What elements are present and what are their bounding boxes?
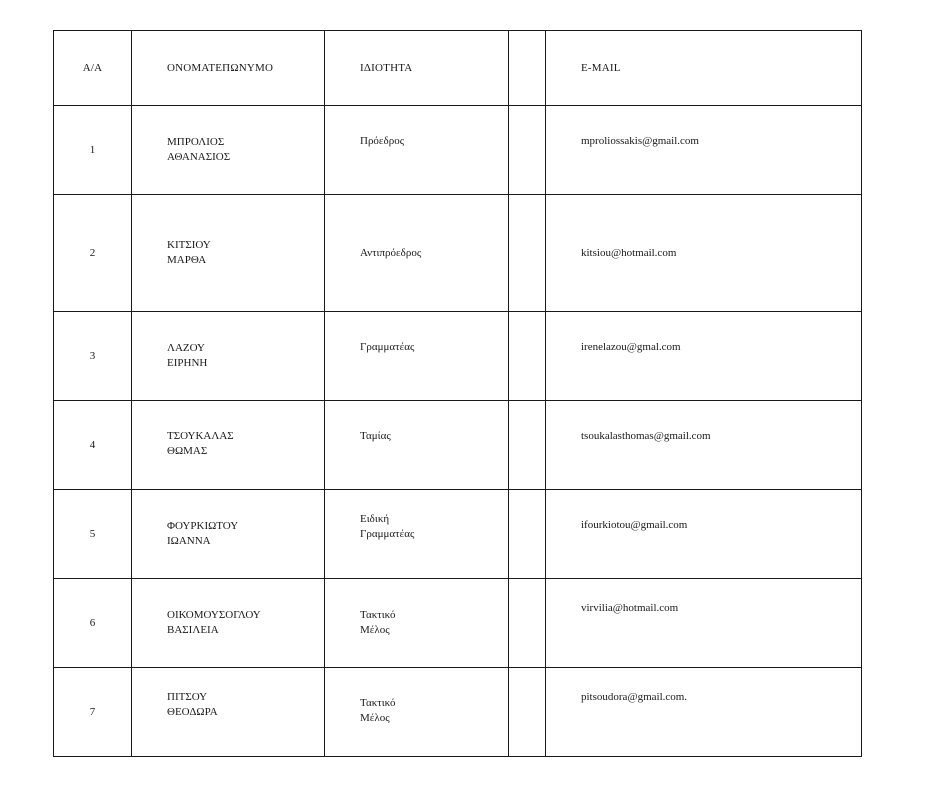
member-firstname: ΘΕΟΔΩΡΑ: [167, 706, 218, 718]
member-surname: ΜΠΡΟΛΙΟΣ: [167, 136, 225, 148]
header-blank: [509, 31, 546, 106]
table-header-row: [54, 31, 862, 106]
member-role-cell: [325, 579, 509, 668]
member-role-line1: Τακτικό: [360, 609, 396, 621]
row-number: 6: [54, 579, 132, 668]
member-surname: ΟΙΚΟΜΟΥΣΟΓΛΟΥ: [167, 609, 261, 621]
member-email-cell: [546, 195, 862, 312]
members-table: [53, 30, 862, 757]
blank-cell: [509, 312, 546, 401]
member-email: tsoukalasthomas@gmail.com: [581, 430, 711, 442]
row-number: 3: [54, 312, 132, 401]
member-email-cell: [546, 579, 862, 668]
member-role-line1: Αντιπρόεδρος: [360, 246, 422, 259]
member-firstname: ΕΙΡΗΝΗ: [167, 357, 208, 369]
member-name-cell: [132, 401, 325, 490]
member-role-cell: [325, 106, 509, 195]
member-surname: ΦΟΥΡΚΙΩΤΟΥ: [167, 520, 239, 532]
member-role-cell: [325, 490, 509, 579]
member-email: kitsiou@hotmail.com: [581, 246, 677, 259]
header-name: ΟΝΟΜΑΤΕΠΩΝΥΜΟ: [132, 31, 325, 106]
member-role-line2: Γραμματέας: [360, 528, 415, 540]
row-number: 2: [54, 195, 132, 312]
member-surname: ΛΑΖΟΥ: [167, 342, 205, 354]
row-number: 1: [54, 106, 132, 195]
member-role-line1: Τακτικό: [360, 697, 396, 709]
member-firstname: ΑΘΑΝΑΣΙΟΣ: [167, 151, 231, 163]
blank-cell: [509, 668, 546, 757]
table-row: [54, 401, 862, 490]
member-surname: ΚΙΤΣΙΟΥ: [167, 239, 211, 251]
member-firstname: ΙΩΑΝΝΑ: [167, 535, 211, 547]
blank-cell: [509, 195, 546, 312]
member-role-line1: Γραμματέας: [360, 341, 415, 353]
member-role-line2: Μέλος: [360, 712, 390, 724]
member-email-cell: [546, 312, 862, 401]
table-row: [54, 579, 862, 668]
blank-cell: [509, 579, 546, 668]
member-firstname: ΘΩΜΑΣ: [167, 445, 208, 457]
member-email: irenelazou@gmal.com: [581, 341, 681, 353]
member-email: mproliossakis@gmail.com: [581, 135, 699, 147]
member-name-cell: [132, 490, 325, 579]
table-row: [54, 312, 862, 401]
blank-cell: [509, 401, 546, 490]
member-email-cell: [546, 668, 862, 757]
table-row: [54, 668, 862, 757]
member-role-cell: [325, 668, 509, 757]
member-firstname: ΒΑΣΙΛΕΙΑ: [167, 624, 219, 636]
header-role: ΙΔΙΟΤΗΤΑ: [325, 31, 509, 106]
member-surname: ΠΙΤΣΟΥ: [167, 691, 208, 703]
member-email: ifourkiotou@gmail.com: [581, 519, 688, 531]
row-number: 7: [54, 668, 132, 757]
member-name-cell: [132, 312, 325, 401]
table-row: [54, 106, 862, 195]
row-number: 5: [54, 490, 132, 579]
member-role-line1: Ταμίας: [360, 430, 391, 442]
member-role-line1: Ειδική: [360, 513, 390, 525]
header-aa: Α/Α: [54, 31, 132, 106]
member-surname: ΤΣΟΥΚΑΛΑΣ: [167, 430, 234, 442]
member-role-line1: Πρόεδρος: [360, 135, 405, 147]
member-role-cell: [325, 401, 509, 490]
member-email: pitsoudora@gmail.com.: [581, 691, 688, 703]
blank-cell: [509, 490, 546, 579]
blank-cell: [509, 106, 546, 195]
member-email-cell: [546, 401, 862, 490]
row-number: 4: [54, 401, 132, 490]
member-name-cell: [132, 668, 325, 757]
member-email-cell: [546, 106, 862, 195]
member-role-cell: [325, 312, 509, 401]
member-firstname: ΜΑΡΘΑ: [167, 254, 207, 266]
table-row: [54, 490, 862, 579]
member-name-cell: [132, 106, 325, 195]
table-row: [54, 195, 862, 312]
member-role-cell: [325, 195, 509, 312]
member-email: virvilia@hotmail.com: [581, 602, 679, 614]
member-name-cell: [132, 195, 325, 312]
header-email: E-MAIL: [546, 31, 862, 106]
member-name-cell: [132, 579, 325, 668]
member-role-line2: Μέλος: [360, 624, 390, 636]
member-email-cell: [546, 490, 862, 579]
